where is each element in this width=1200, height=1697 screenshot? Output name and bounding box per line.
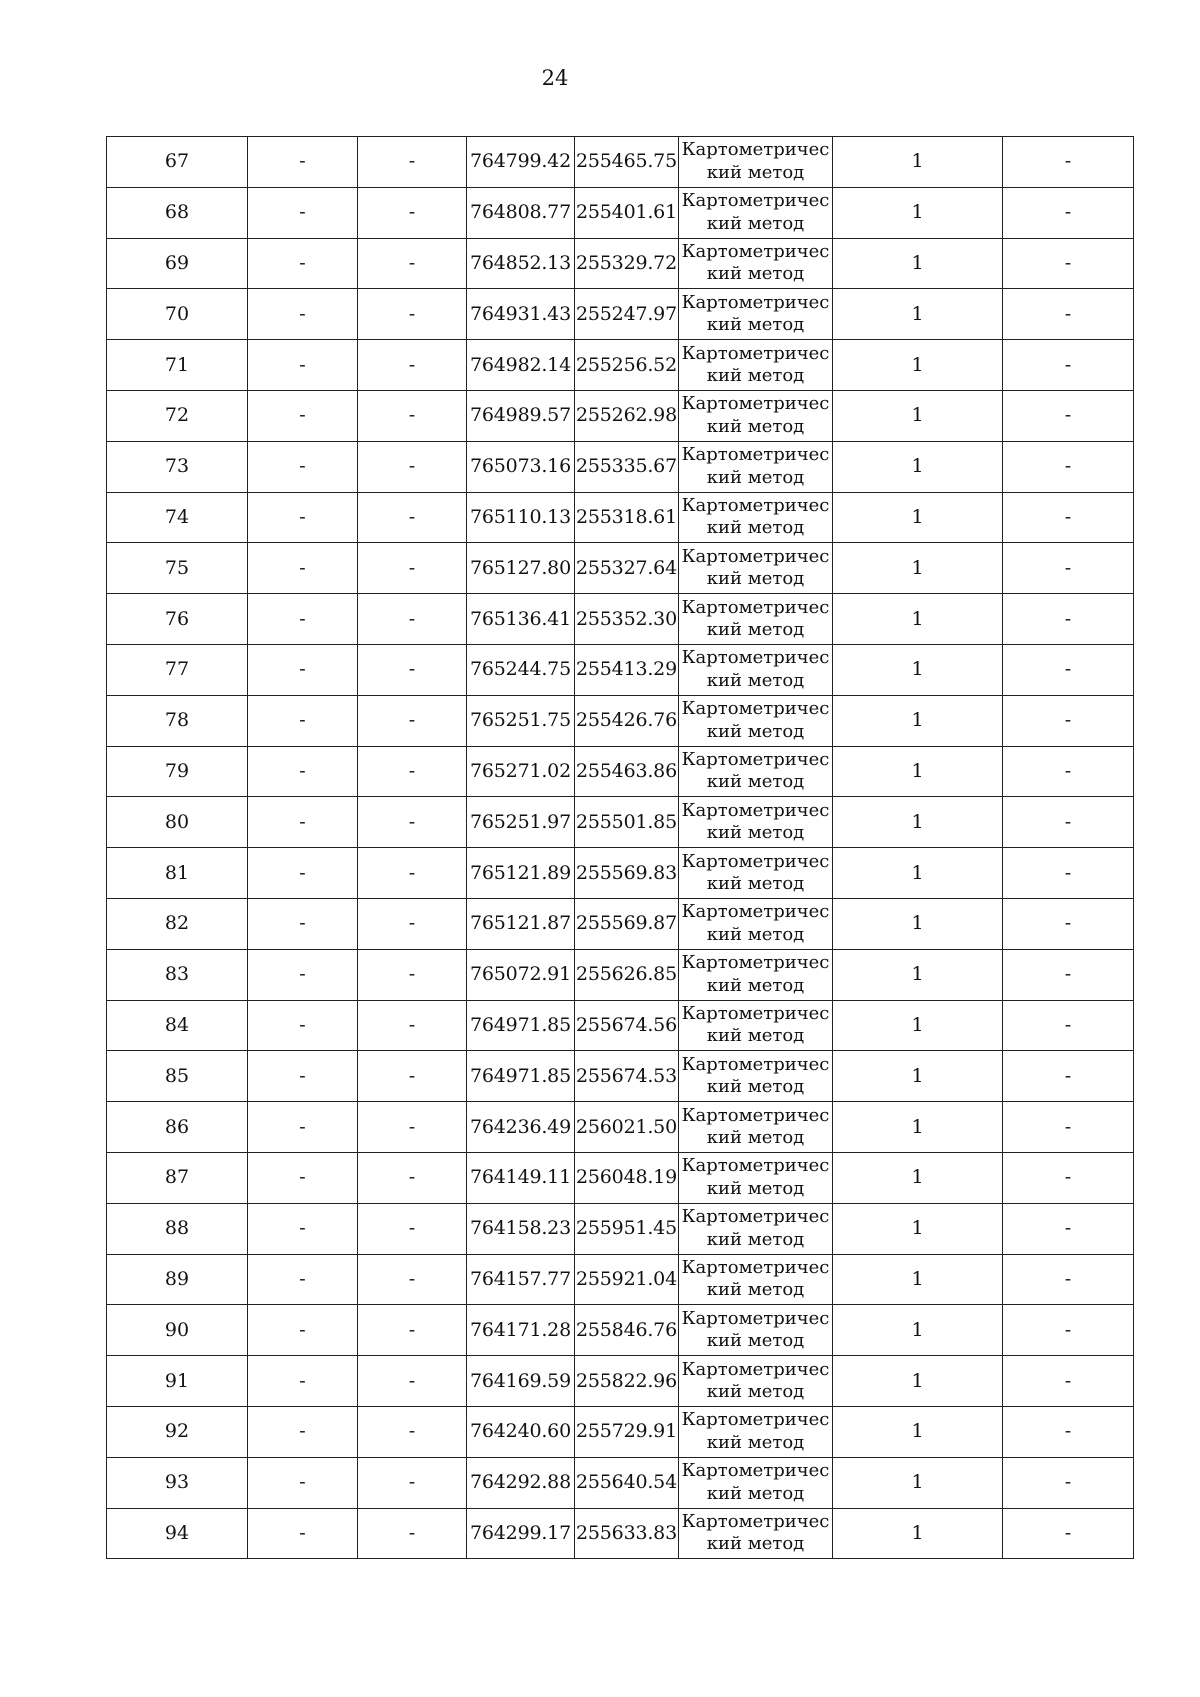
empty-cell: - [1003,1356,1134,1407]
empty-cell: - [248,187,358,238]
empty-cell: - [1003,746,1134,797]
y-coordinate-cell: 255426.76 [575,695,679,746]
empty-cell: - [358,1457,467,1508]
empty-cell: - [358,644,467,695]
y-coordinate-cell: 255335.67 [575,441,679,492]
y-coordinate-cell: 255569.87 [575,898,679,949]
empty-cell: - [248,543,358,594]
empty-cell: - [1003,1305,1134,1356]
empty-cell: - [358,1508,467,1559]
method-cell: Картометричес кий метод [679,390,833,441]
point-number-cell: 68 [107,187,248,238]
y-coordinate-cell: 255674.56 [575,1000,679,1051]
x-coordinate-cell: 765136.41 [467,594,575,645]
method-cell: Картометричес кий метод [679,1203,833,1254]
method-cell: Картометричес кий метод [679,1000,833,1051]
x-coordinate-cell: 764157.77 [467,1254,575,1305]
point-number-cell: 92 [107,1406,248,1457]
x-coordinate-cell: 764808.77 [467,187,575,238]
point-number-cell: 76 [107,594,248,645]
empty-cell: - [248,797,358,848]
x-coordinate-cell: 764292.88 [467,1457,575,1508]
table-row [107,1305,1134,1356]
table-row [107,1406,1134,1457]
point-number-cell: 91 [107,1356,248,1407]
empty-cell: - [1003,644,1134,695]
accuracy-cell: 1 [833,1406,1003,1457]
accuracy-cell: 1 [833,492,1003,543]
y-coordinate-cell: 255951.45 [575,1203,679,1254]
point-number-cell: 81 [107,848,248,899]
accuracy-cell: 1 [833,1508,1003,1559]
method-cell: Картометричес кий метод [679,1051,833,1102]
empty-cell: - [358,289,467,340]
y-coordinate-cell: 255413.29 [575,644,679,695]
method-cell: Картометричес кий метод [679,492,833,543]
point-number-cell: 73 [107,441,248,492]
empty-cell: - [248,340,358,391]
point-number-cell: 88 [107,1203,248,1254]
table-row [107,1356,1134,1407]
empty-cell: - [248,137,358,188]
y-coordinate-cell: 255633.83 [575,1508,679,1559]
accuracy-cell: 1 [833,848,1003,899]
method-cell: Картометричес кий метод [679,797,833,848]
empty-cell: - [1003,238,1134,289]
empty-cell: - [248,1152,358,1203]
method-cell: Картометричес кий метод [679,137,833,188]
y-coordinate-cell: 255327.64 [575,543,679,594]
empty-cell: - [358,949,467,1000]
point-number-cell: 83 [107,949,248,1000]
x-coordinate-cell: 764169.59 [467,1356,575,1407]
empty-cell: - [248,289,358,340]
table-row [107,594,1134,645]
table-row [107,848,1134,899]
empty-cell: - [1003,797,1134,848]
table-row [107,441,1134,492]
accuracy-cell: 1 [833,746,1003,797]
empty-cell: - [1003,898,1134,949]
y-coordinate-cell: 255626.85 [575,949,679,1000]
empty-cell: - [358,594,467,645]
table-row [107,1508,1134,1559]
x-coordinate-cell: 764236.49 [467,1102,575,1153]
point-number-cell: 69 [107,238,248,289]
accuracy-cell: 1 [833,797,1003,848]
empty-cell: - [1003,137,1134,188]
empty-cell: - [1003,1051,1134,1102]
table-row [107,1457,1134,1508]
table-row [107,1000,1134,1051]
x-coordinate-cell: 765073.16 [467,441,575,492]
x-coordinate-cell: 765110.13 [467,492,575,543]
empty-cell: - [358,1356,467,1407]
x-coordinate-cell: 764971.85 [467,1051,575,1102]
x-coordinate-cell: 764240.60 [467,1406,575,1457]
point-number-cell: 87 [107,1152,248,1203]
accuracy-cell: 1 [833,1203,1003,1254]
y-coordinate-cell: 255729.91 [575,1406,679,1457]
x-coordinate-cell: 765127.80 [467,543,575,594]
point-number-cell: 77 [107,644,248,695]
point-number-cell: 75 [107,543,248,594]
y-coordinate-cell: 255247.97 [575,289,679,340]
point-number-cell: 86 [107,1102,248,1153]
empty-cell: - [358,187,467,238]
point-number-cell: 74 [107,492,248,543]
accuracy-cell: 1 [833,289,1003,340]
empty-cell: - [248,1203,358,1254]
y-coordinate-cell: 255640.54 [575,1457,679,1508]
point-number-cell: 82 [107,898,248,949]
y-coordinate-cell: 255262.98 [575,390,679,441]
table-row [107,492,1134,543]
empty-cell: - [248,492,358,543]
empty-cell: - [358,695,467,746]
accuracy-cell: 1 [833,1457,1003,1508]
table-row [107,644,1134,695]
method-cell: Картометричес кий метод [679,746,833,797]
x-coordinate-cell: 764931.43 [467,289,575,340]
method-cell: Картометричес кий метод [679,1508,833,1559]
y-coordinate-cell: 255329.72 [575,238,679,289]
x-coordinate-cell: 764299.17 [467,1508,575,1559]
method-cell: Картометричес кий метод [679,441,833,492]
empty-cell: - [248,1254,358,1305]
accuracy-cell: 1 [833,949,1003,1000]
empty-cell: - [248,1305,358,1356]
table-row [107,238,1134,289]
y-coordinate-cell: 255256.52 [575,340,679,391]
method-cell: Картометричес кий метод [679,898,833,949]
empty-cell: - [1003,594,1134,645]
method-cell: Картометричес кий метод [679,949,833,1000]
y-coordinate-cell: 255822.96 [575,1356,679,1407]
empty-cell: - [1003,187,1134,238]
table-row [107,137,1134,188]
accuracy-cell: 1 [833,695,1003,746]
method-cell: Картометричес кий метод [679,594,833,645]
x-coordinate-cell: 765271.02 [467,746,575,797]
table-row [107,543,1134,594]
y-coordinate-cell: 255465.75 [575,137,679,188]
y-coordinate-cell: 255401.61 [575,187,679,238]
table-row [107,1203,1134,1254]
empty-cell: - [1003,441,1134,492]
point-number-cell: 93 [107,1457,248,1508]
empty-cell: - [358,492,467,543]
method-cell: Картометричес кий метод [679,1102,833,1153]
empty-cell: - [1003,949,1134,1000]
empty-cell: - [358,390,467,441]
empty-cell: - [358,1000,467,1051]
empty-cell: - [1003,390,1134,441]
empty-cell: - [1003,1457,1134,1508]
x-coordinate-cell: 764158.23 [467,1203,575,1254]
table-row [107,1254,1134,1305]
x-coordinate-cell: 764971.85 [467,1000,575,1051]
method-cell: Картометричес кий метод [679,340,833,391]
empty-cell: - [358,1152,467,1203]
table-body [107,137,1134,1559]
point-number-cell: 78 [107,695,248,746]
empty-cell: - [248,848,358,899]
x-coordinate-cell: 764171.28 [467,1305,575,1356]
accuracy-cell: 1 [833,1051,1003,1102]
method-cell: Картометричес кий метод [679,187,833,238]
table-row [107,695,1134,746]
coordinates-table [106,136,1134,1559]
empty-cell: - [358,137,467,188]
empty-cell: - [358,1203,467,1254]
y-coordinate-cell: 255846.76 [575,1305,679,1356]
accuracy-cell: 1 [833,340,1003,391]
page-number: 24 [541,66,569,90]
y-coordinate-cell: 255921.04 [575,1254,679,1305]
point-number-cell: 94 [107,1508,248,1559]
empty-cell: - [1003,1406,1134,1457]
accuracy-cell: 1 [833,441,1003,492]
point-number-cell: 67 [107,137,248,188]
empty-cell: - [248,390,358,441]
empty-cell: - [358,1102,467,1153]
table-row [107,1051,1134,1102]
empty-cell: - [1003,1508,1134,1559]
method-cell: Картометричес кий метод [679,695,833,746]
accuracy-cell: 1 [833,1254,1003,1305]
y-coordinate-cell: 256021.50 [575,1102,679,1153]
empty-cell: - [248,898,358,949]
accuracy-cell: 1 [833,1000,1003,1051]
table-row [107,746,1134,797]
empty-cell: - [358,746,467,797]
empty-cell: - [1003,1152,1134,1203]
x-coordinate-cell: 764149.11 [467,1152,575,1203]
table-row [107,1102,1134,1153]
accuracy-cell: 1 [833,1356,1003,1407]
table-row [107,340,1134,391]
y-coordinate-cell: 255674.53 [575,1051,679,1102]
y-coordinate-cell: 255501.85 [575,797,679,848]
point-number-cell: 90 [107,1305,248,1356]
empty-cell: - [358,441,467,492]
y-coordinate-cell: 255463.86 [575,746,679,797]
accuracy-cell: 1 [833,390,1003,441]
empty-cell: - [248,1457,358,1508]
table-row [107,898,1134,949]
empty-cell: - [248,1406,358,1457]
empty-cell: - [358,1051,467,1102]
empty-cell: - [248,441,358,492]
accuracy-cell: 1 [833,543,1003,594]
empty-cell: - [358,1406,467,1457]
point-number-cell: 72 [107,390,248,441]
empty-cell: - [1003,848,1134,899]
x-coordinate-cell: 765121.89 [467,848,575,899]
point-number-cell: 89 [107,1254,248,1305]
point-number-cell: 79 [107,746,248,797]
method-cell: Картометричес кий метод [679,1305,833,1356]
empty-cell: - [358,340,467,391]
table-row [107,1152,1134,1203]
point-number-cell: 70 [107,289,248,340]
empty-cell: - [1003,695,1134,746]
empty-cell: - [1003,1102,1134,1153]
accuracy-cell: 1 [833,898,1003,949]
empty-cell: - [248,1051,358,1102]
empty-cell: - [248,746,358,797]
method-cell: Картометричес кий метод [679,289,833,340]
accuracy-cell: 1 [833,187,1003,238]
x-coordinate-cell: 764982.14 [467,340,575,391]
accuracy-cell: 1 [833,1102,1003,1153]
y-coordinate-cell: 255569.83 [575,848,679,899]
table-row [107,187,1134,238]
x-coordinate-cell: 764852.13 [467,238,575,289]
table-row [107,797,1134,848]
empty-cell: - [248,1000,358,1051]
table-row [107,390,1134,441]
y-coordinate-cell: 255318.61 [575,492,679,543]
method-cell: Картометричес кий метод [679,644,833,695]
table-row [107,949,1134,1000]
point-number-cell: 84 [107,1000,248,1051]
empty-cell: - [248,949,358,1000]
empty-cell: - [1003,289,1134,340]
empty-cell: - [248,594,358,645]
y-coordinate-cell: 255352.30 [575,594,679,645]
accuracy-cell: 1 [833,1152,1003,1203]
x-coordinate-cell: 765251.97 [467,797,575,848]
empty-cell: - [1003,340,1134,391]
accuracy-cell: 1 [833,1305,1003,1356]
point-number-cell: 71 [107,340,248,391]
accuracy-cell: 1 [833,137,1003,188]
empty-cell: - [248,695,358,746]
empty-cell: - [358,543,467,594]
empty-cell: - [358,1305,467,1356]
method-cell: Картометричес кий метод [679,848,833,899]
empty-cell: - [358,1254,467,1305]
empty-cell: - [1003,492,1134,543]
empty-cell: - [248,644,358,695]
x-coordinate-cell: 764989.57 [467,390,575,441]
accuracy-cell: 1 [833,644,1003,695]
empty-cell: - [248,1356,358,1407]
method-cell: Картометричес кий метод [679,1457,833,1508]
x-coordinate-cell: 765121.87 [467,898,575,949]
method-cell: Картометричес кий метод [679,238,833,289]
empty-cell: - [358,848,467,899]
accuracy-cell: 1 [833,594,1003,645]
empty-cell: - [1003,1203,1134,1254]
method-cell: Картометричес кий метод [679,1152,833,1203]
x-coordinate-cell: 765072.91 [467,949,575,1000]
method-cell: Картометричес кий метод [679,1406,833,1457]
empty-cell: - [1003,1254,1134,1305]
y-coordinate-cell: 256048.19 [575,1152,679,1203]
point-number-cell: 85 [107,1051,248,1102]
method-cell: Картометричес кий метод [679,1254,833,1305]
empty-cell: - [358,238,467,289]
empty-cell: - [248,238,358,289]
empty-cell: - [1003,1000,1134,1051]
accuracy-cell: 1 [833,238,1003,289]
point-number-cell: 80 [107,797,248,848]
method-cell: Картометричес кий метод [679,1356,833,1407]
table-row [107,289,1134,340]
empty-cell: - [358,898,467,949]
empty-cell: - [358,797,467,848]
x-coordinate-cell: 764799.42 [467,137,575,188]
empty-cell: - [248,1508,358,1559]
x-coordinate-cell: 765244.75 [467,644,575,695]
empty-cell: - [248,1102,358,1153]
method-cell: Картометричес кий метод [679,543,833,594]
empty-cell: - [1003,543,1134,594]
x-coordinate-cell: 765251.75 [467,695,575,746]
